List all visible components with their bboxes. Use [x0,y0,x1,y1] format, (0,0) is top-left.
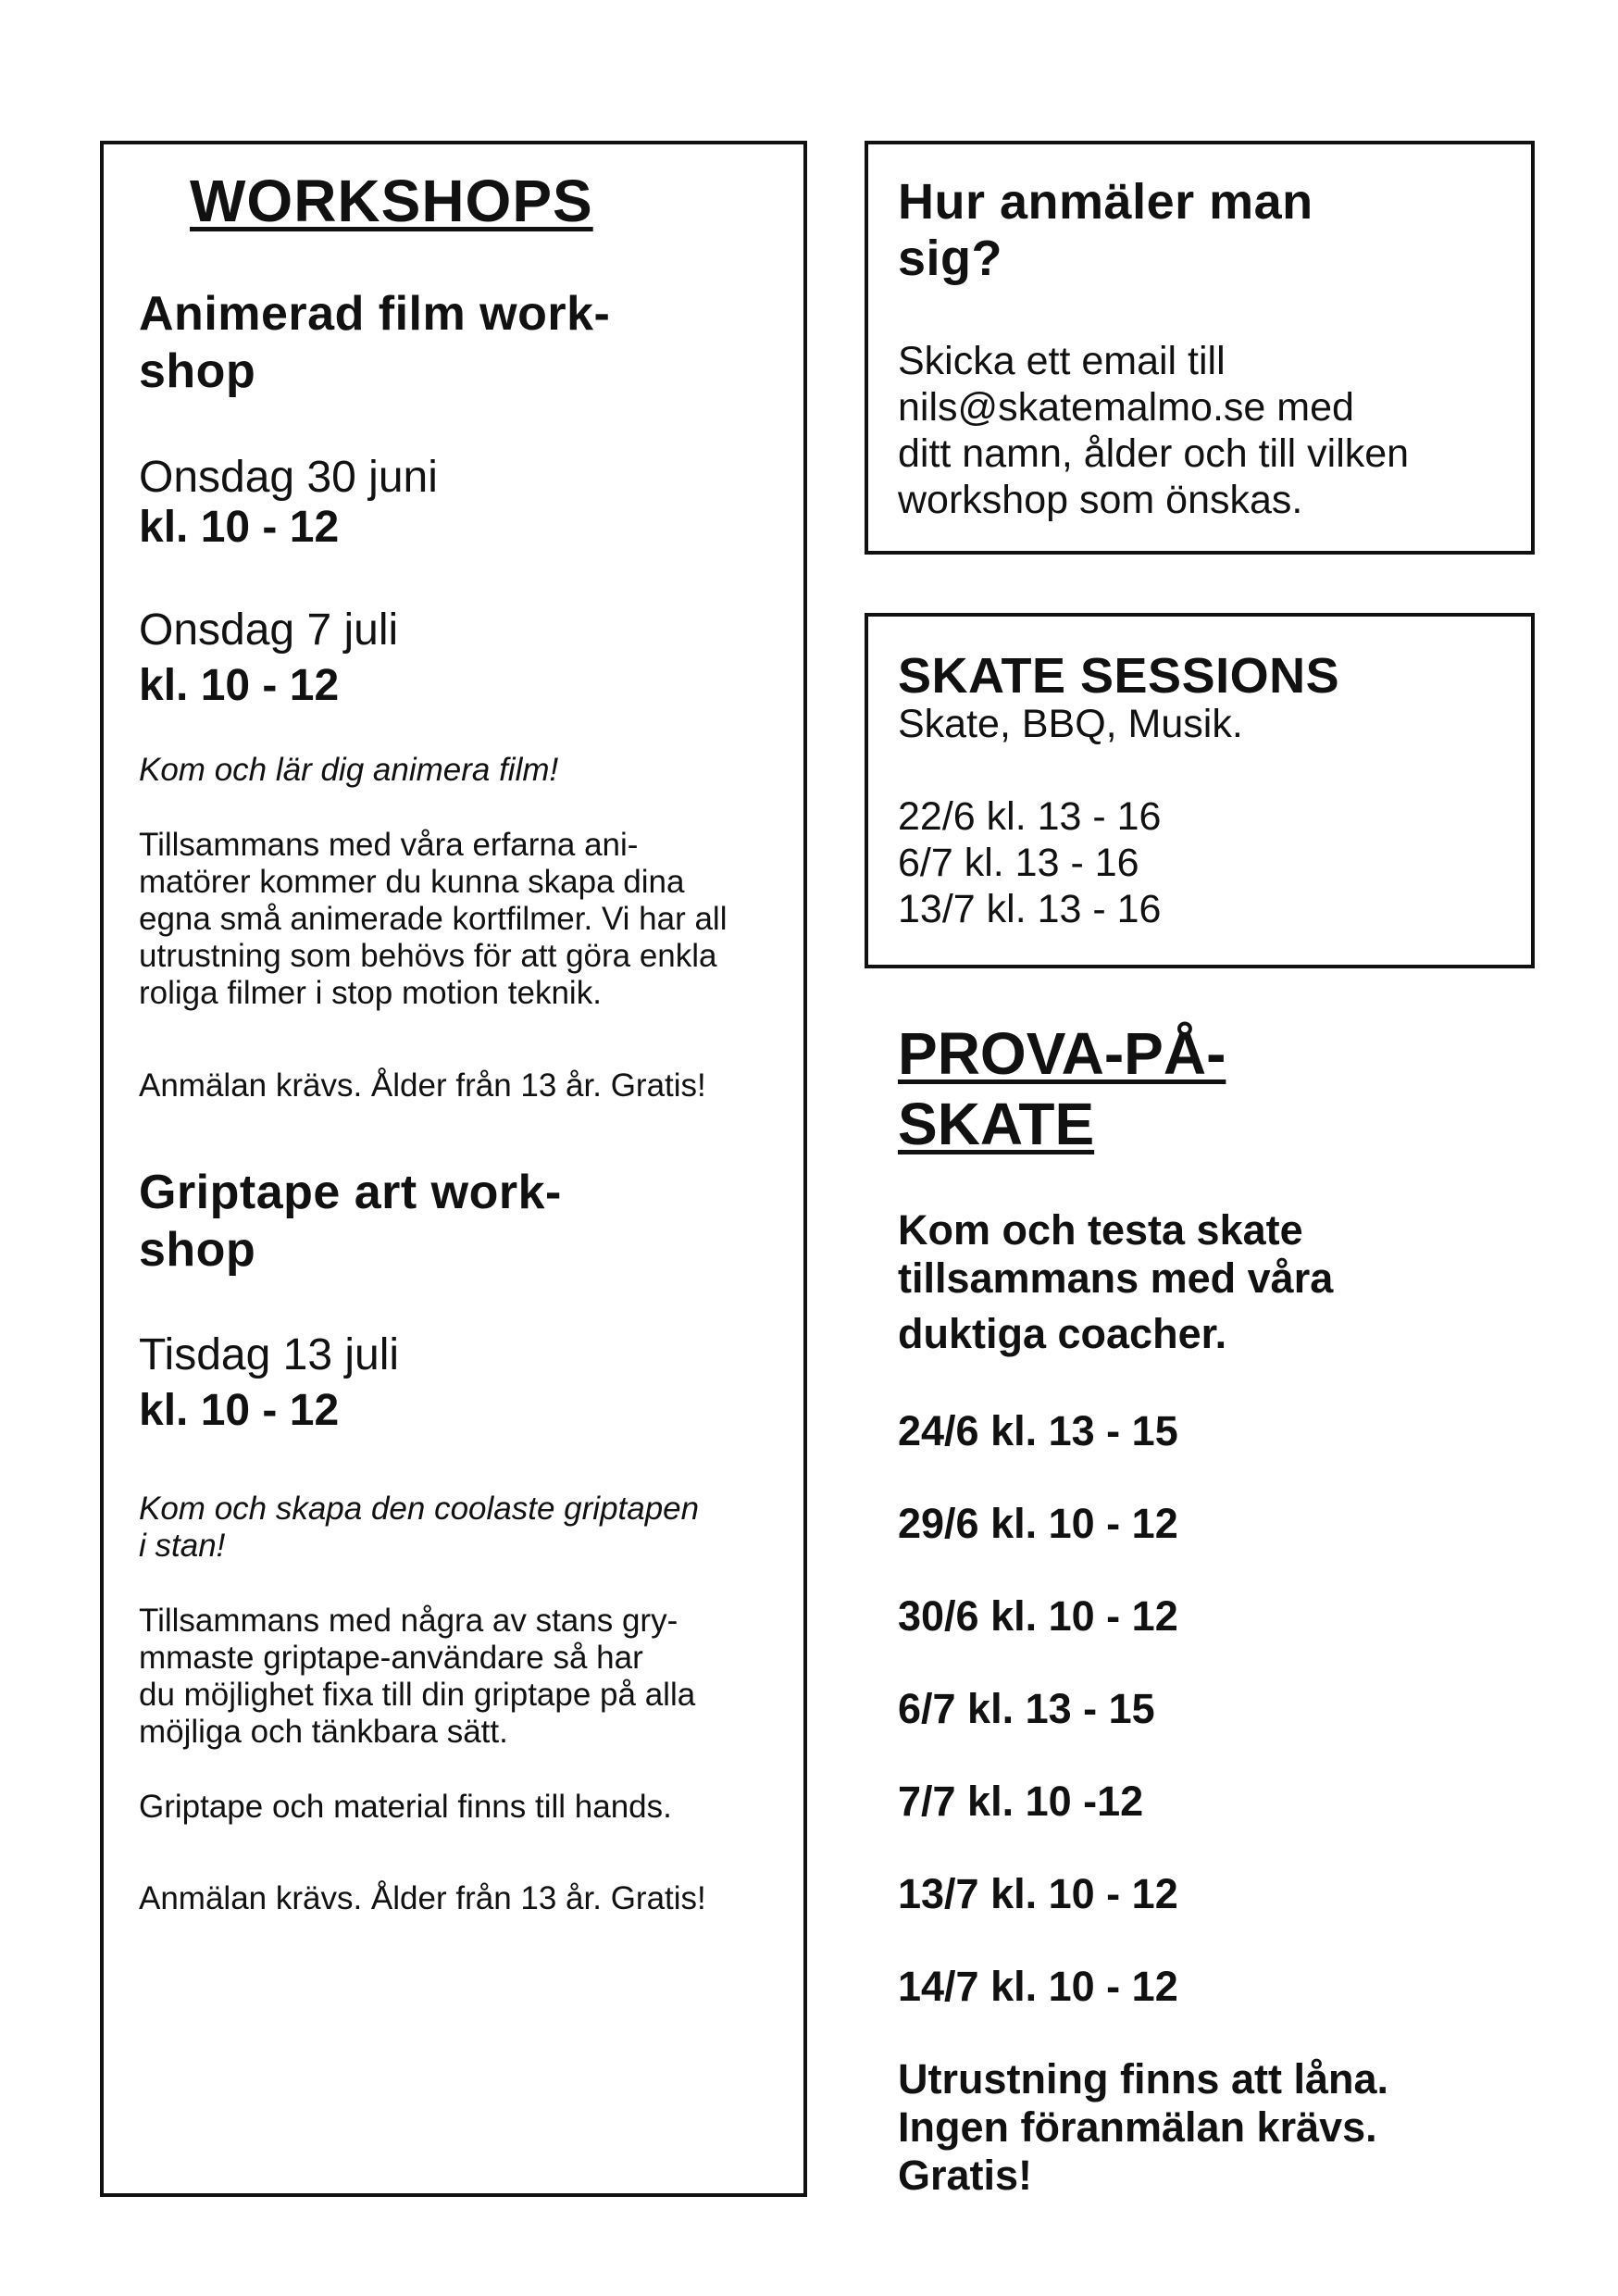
griptape-description-line: mmaste griptape-användare så har [139,1640,643,1676]
griptape-tagline-line: Kom och skapa den coolaste griptapen [139,1491,700,1527]
film-date1-day: Onsdag 30 juni [139,453,438,502]
griptape-description-line: möjliga och tänkbara sätt. [139,1714,508,1750]
prova-date: 7/7 kl. 10 -12 [898,1778,1144,1825]
film-description-line: utrustning som behövs för att göra enkla [139,938,717,974]
film-note: Anmälan krävs. Ålder från 13 år. Gratis! [139,1067,706,1104]
film-date2-time: kl. 10 - 12 [139,661,340,710]
prova-intro-line: Kom och testa skate [898,1206,1303,1254]
signup-heading-line2: sig? [898,231,1003,286]
signup-text-line: workshop som önskas. [898,478,1303,522]
film-description [139,827,728,1012]
film-description-line: matörer kommer du kunna skapa dina [139,864,685,900]
sessions-subtitle: Skate, BBQ, Musik. [898,702,1243,746]
prova-intro-line: tillsammans med våra [898,1254,1334,1302]
film-date2-day: Onsdag 7 juli [139,605,399,655]
prova-footer [898,2055,1388,2200]
signup-text-line: Skicka ett email till [898,339,1226,383]
griptape-description [139,1603,695,1751]
prova-intro-line: duktiga coacher. [898,1310,1227,1357]
prova-footer-line: Utrustning finns att låna. [898,2055,1389,2103]
prova-date: 30/6 kl. 10 - 12 [898,1592,1178,1640]
prova-heading-line1: PROVA-PÅ- [898,1020,1226,1087]
griptape-heading-line1: Griptape art work- [139,1166,562,1219]
prova-footer-line: Gratis! [898,2152,1033,2199]
griptape-material: Griptape och material finns till hands. [139,1789,672,1825]
film-date1-time: kl. 10 - 12 [139,503,340,552]
griptape-note: Anmälan krävs. Ålder från 13 år. Gratis! [139,1880,706,1916]
signup-email[interactable]: nils@skatemalmo.se med [898,385,1354,430]
griptape-heading-line2: shop [139,1223,256,1277]
prova-footer-line: Ingen föranmälan krävs. [898,2103,1377,2151]
sessions-heading: SKATE SESSIONS [898,648,1340,704]
prova-heading-line2: SKATE [898,1091,1095,1157]
sessions-dates [898,793,1161,932]
film-description-line: roliga filmer i stop motion teknik. [139,975,602,1011]
signup-text [898,338,1409,523]
griptape-date-time: kl. 10 - 12 [139,1386,340,1435]
film-heading-line1: Animerad film work- [139,287,611,341]
prova-date: 6/7 kl. 13 - 15 [898,1685,1155,1732]
griptape-tagline [139,1491,699,1565]
film-description-line: Tillsammans med våra erfarna ani- [139,827,639,863]
prova-date: 29/6 kl. 10 - 12 [898,1500,1178,1547]
signup-text-line: ditt namn, ålder och till vilken [898,431,1410,476]
workshops-title: WORKSHOPS [190,168,593,234]
session-date: 22/6 kl. 13 - 16 [898,794,1162,839]
session-date: 13/7 kl. 13 - 16 [898,887,1162,931]
griptape-date-day: Tisdag 13 juli [139,1330,400,1379]
signup-heading-line1: Hur anmäler man [898,174,1313,230]
prova-date: 24/6 kl. 13 - 15 [898,1407,1178,1454]
film-heading-line2: shop [139,344,256,398]
film-description-line: egna små animerade kortfilmer. Vi har all [139,901,728,937]
griptape-description-line: Tillsammans med några av stans gry- [139,1603,678,1639]
prova-intro [898,1206,1333,1358]
griptape-tagline-line: i stan! [139,1528,226,1564]
session-date: 6/7 kl. 13 - 16 [898,841,1139,885]
prova-date: 14/7 kl. 10 - 12 [898,1963,1178,2010]
griptape-description-line: du möjlighet fixa till din griptape på alla [139,1677,696,1713]
prova-date: 13/7 kl. 10 - 12 [898,1870,1178,1917]
film-tagline: Kom och lär dig animera film! [139,752,559,788]
